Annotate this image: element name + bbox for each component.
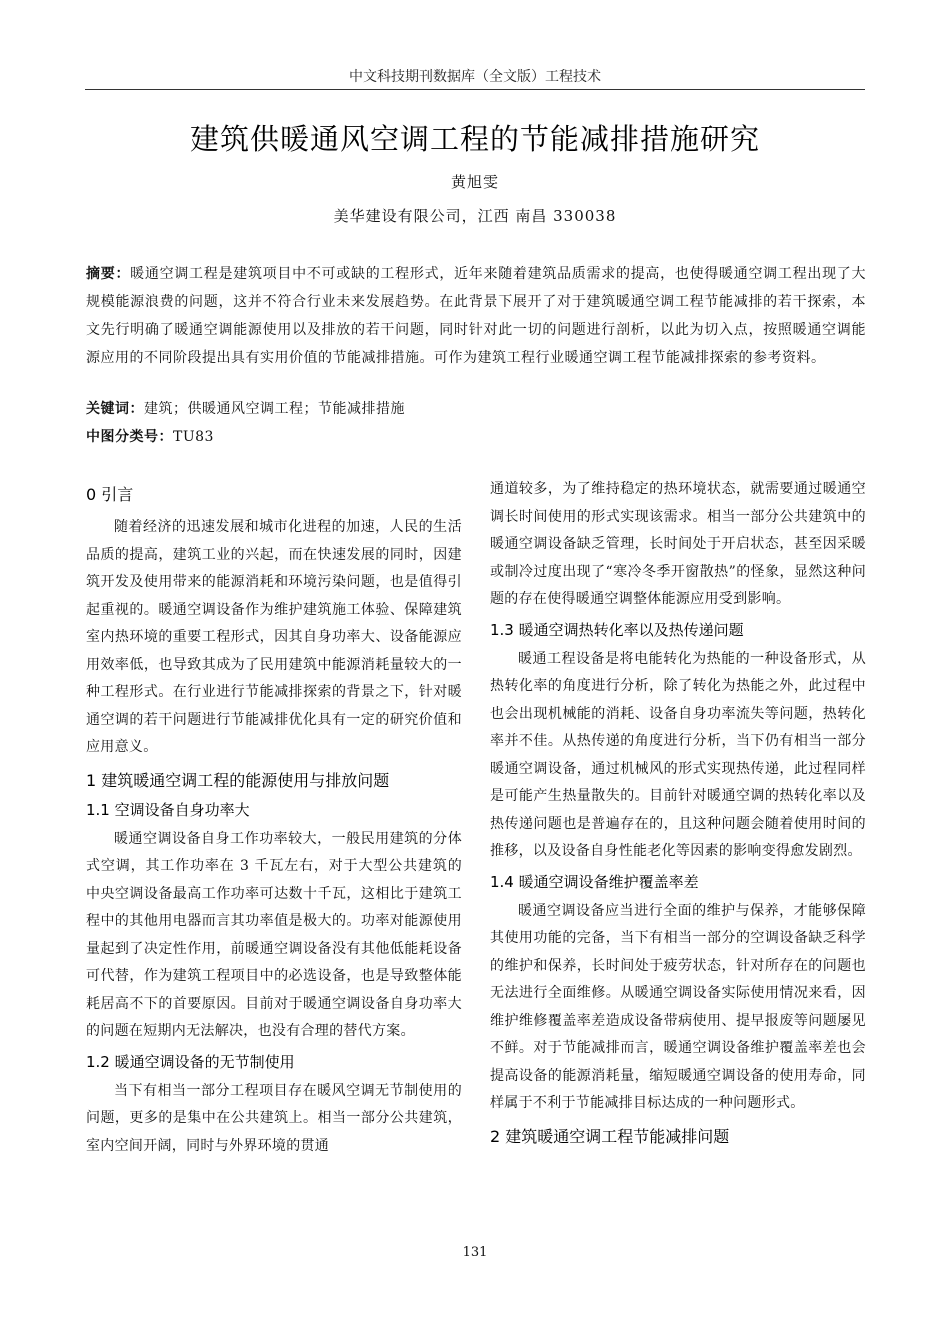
paragraph: 暖通空调设备应当进行全面的维护与保养，才能够保障其使用功能的完备，当下有相当一部分的空调设备缺乏科学的维护和保养，长时间处于疲劳状态，针对所存在的问题也无法进行全面维修。从暖通空调设备实际使用情况来看，因维护维修覆盖率差造成设备带病使用、提早报废等问题屡见不鲜。对于节能减排而言，暖通空调设备维护覆盖率差也会提高设备的能源消耗量，缩短暖通空调设备的使用寿命，同样属于不利于节能减排目标达成的一种问题形式。 — [490, 902, 866, 1111]
subsection-heading: 1.1 空调设备自身功率大 — [86, 800, 250, 819]
subsection-heading: 1.4 暖通空调设备维护覆盖率差 — [490, 872, 699, 891]
journal-header: 中文科技期刊数据库（全文版）工程技术 — [349, 69, 601, 85]
affiliation: 美华建设有限公司，江西 南昌 330038 — [333, 207, 617, 225]
paragraph: 通道较多，为了维持稳定的热环境状态，就需要通过暖通空调长时间使用的形式实现该需求。相当一部分公共建筑中的暖通空调设备缺乏管理，长时间处于开启状态，甚至因采暖或制冷过度出现了“寒冷冬季开窗散热”的怪象，显然这种问题的存在使得暖通空调整体能源应用受到影响。 — [490, 481, 866, 607]
left-column — [86, 476, 462, 1160]
page-number: 131 — [462, 1245, 488, 1260]
paper-title: 建筑供暖通风空调工程的节能减排措施研究 — [189, 122, 760, 156]
keywords — [86, 395, 866, 423]
abstract-label: 摘要： — [86, 266, 131, 282]
abstract-text: 暖通空调工程是建筑项目中不可或缺的工程形式，近年来随着建筑品质需求的提高，也使得暖通空调工程出现了大规模能源浪费的问题，这并不符合行业未来发展趋势。在此背景下展开了对于建筑暖通空调工程节能减排的若干探索，本文先行明确了暖通空调能源使用以及排放的若干问题，同时针对此一切的问题进行剖析，以此为切入点，按照暖通空调能源应用的不同阶段提出具有实用价值的节能减排措施。可作为建筑工程行业暖通空调工程节能减排探索的参考资料。 — [86, 266, 867, 366]
section-heading: 1 建筑暖通空调工程的能源使用与排放问题 — [86, 770, 390, 790]
clc-label: 中图分类号： — [86, 429, 173, 445]
abstract — [86, 260, 866, 372]
classification-number — [86, 423, 866, 451]
paragraph: 暖通工程设备是将电能转化为热能的一种设备形式，从热转化率的角度进行分析，除了转化为热能之外，此过程中也会出现机械能的消耗、设备自身功率流失等问题，热转化率并不佳。从热传递的角度进行分析，当下仍有相当一部分暖通空调设备，通过机械风的形式实现热传递，此过程同样是可能产生热量散失的。目前针对暖通空调的热转化率以及热传递问题也是普遍存在的，且这种问题会随着使用时间的推移，以及设备自身性能老化等因素的影响变得愈发剧烈。 — [490, 650, 866, 859]
paragraph: 暖通空调设备自身工作功率较大，一般民用建筑的分体式空调，其工作功率在 3 千瓦左右，对于大型公共建筑的中央空调设备最高工作功率可达数十千瓦，这相比于建筑工程中的其他用电器而言其功率值是极大的。功率对能源使用量起到了决定性作用，前暖通空调设备没有其他低能耗设备可代替，作为建筑工程项目中的必选设备，也是导致整体能耗居高不下的首要原因。目前对于暖通空调设备自身功率大的问题在短期内无法解决，也没有合理的替代方案。 — [86, 830, 462, 1039]
paragraph: 随着经济的迅速发展和城市化进程的加速，人民的生活品质的提高，建筑工业的兴起，而在快速发展的同时，因建筑开发及使用带来的能源消耗和环境污染问题，也是值得引起重视的。暖通空调设备作为维护建筑施工体验、保障建筑室内热环境的重要工程形式，因其自身功率大、设备能源应用效率低，也导致其成为了民用建筑中能源消耗量较大的一种工程形式。在行业进行节能减排探索的背景之下，针对暖通空调的若干问题进行节能减排优化具有一定的研究价值和应用意义。 — [86, 519, 462, 755]
right-column — [490, 476, 866, 1156]
header-rule — [85, 89, 865, 90]
subsection-heading: 1.3 暖通空调热转化率以及热传递问题 — [490, 620, 744, 639]
subsection-heading: 1.2 暖通空调设备的无节制使用 — [86, 1052, 295, 1071]
paragraph: 当下有相当一部分工程项目存在暖风空调无节制使用的问题，更多的是集中在公共建筑上。相当一部分公共建筑，室内空间开阔，同时与外界环境的贯通 — [86, 1082, 462, 1154]
clc-text: TU83 — [173, 429, 214, 445]
section-heading: 2 建筑暖通空调工程节能减排问题 — [490, 1126, 730, 1146]
keywords-text: 建筑；供暖通风空调工程；节能减排措施 — [144, 401, 405, 417]
keywords-label: 关键词： — [86, 401, 144, 417]
section-heading: 0 引言 — [86, 485, 134, 504]
author-name: 黄旭雯 — [450, 173, 499, 191]
